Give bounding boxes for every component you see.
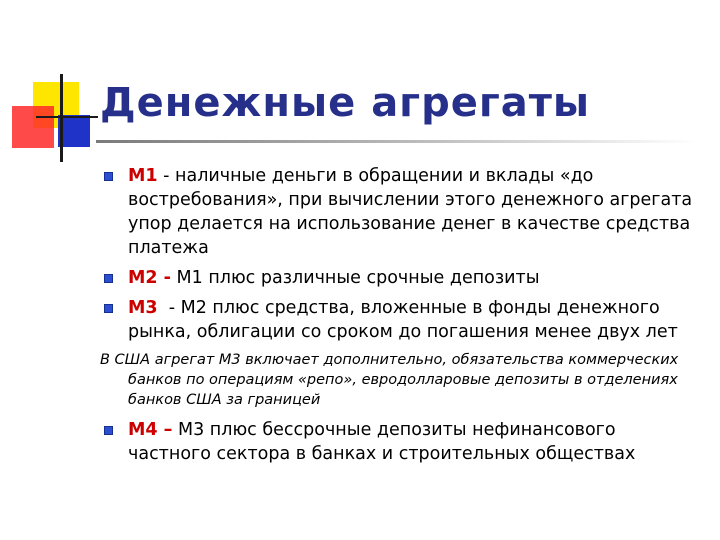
item-label: М3 bbox=[128, 298, 158, 318]
vertical-line bbox=[60, 74, 63, 162]
title-divider bbox=[96, 140, 696, 143]
item-label: М1 bbox=[128, 166, 158, 186]
slide-title: Денежные агрегаты bbox=[100, 80, 591, 126]
item-label: М4 – bbox=[128, 420, 173, 440]
item-text: М2 плюс средства, вложенные в фонды денежного рынка, облигации со сроком до погашения менее двух лет bbox=[128, 298, 678, 342]
square-bullet-icon bbox=[104, 304, 113, 313]
square-bullet-icon bbox=[104, 274, 113, 283]
bullet-item-m2 bbox=[100, 266, 700, 290]
square-bullet-icon bbox=[104, 172, 113, 181]
slide-content bbox=[100, 164, 700, 466]
bullet-item-m3 bbox=[100, 296, 700, 344]
item-separator: - bbox=[157, 298, 181, 318]
decorative-squares-logo bbox=[0, 0, 110, 170]
red-square bbox=[12, 106, 54, 148]
item-text: М3 плюс бессрочные депозиты нефинансового частного сектора в банках и строительных обществах bbox=[128, 420, 636, 464]
square-bullet-icon bbox=[104, 426, 113, 435]
item-text: наличные деньги в обращении и вклады «до востребования», при вычислении этого денежного агрегата упор делается на использование денег в качестве средства платежа bbox=[128, 166, 693, 258]
horizontal-line bbox=[36, 116, 98, 118]
item-label: М2 - bbox=[128, 268, 171, 288]
bullet-item-m1 bbox=[100, 164, 700, 260]
item-text: М1 плюс различные срочные депозиты bbox=[176, 268, 540, 288]
bullet-item-m4 bbox=[100, 418, 700, 466]
item-separator: - bbox=[157, 166, 176, 186]
usa-note: В США агрегат М3 включает дополнительно, обязательства коммерческих банков по операциям «репо», евродолларовые депозиты в отделениях банков США за границей bbox=[100, 352, 679, 408]
